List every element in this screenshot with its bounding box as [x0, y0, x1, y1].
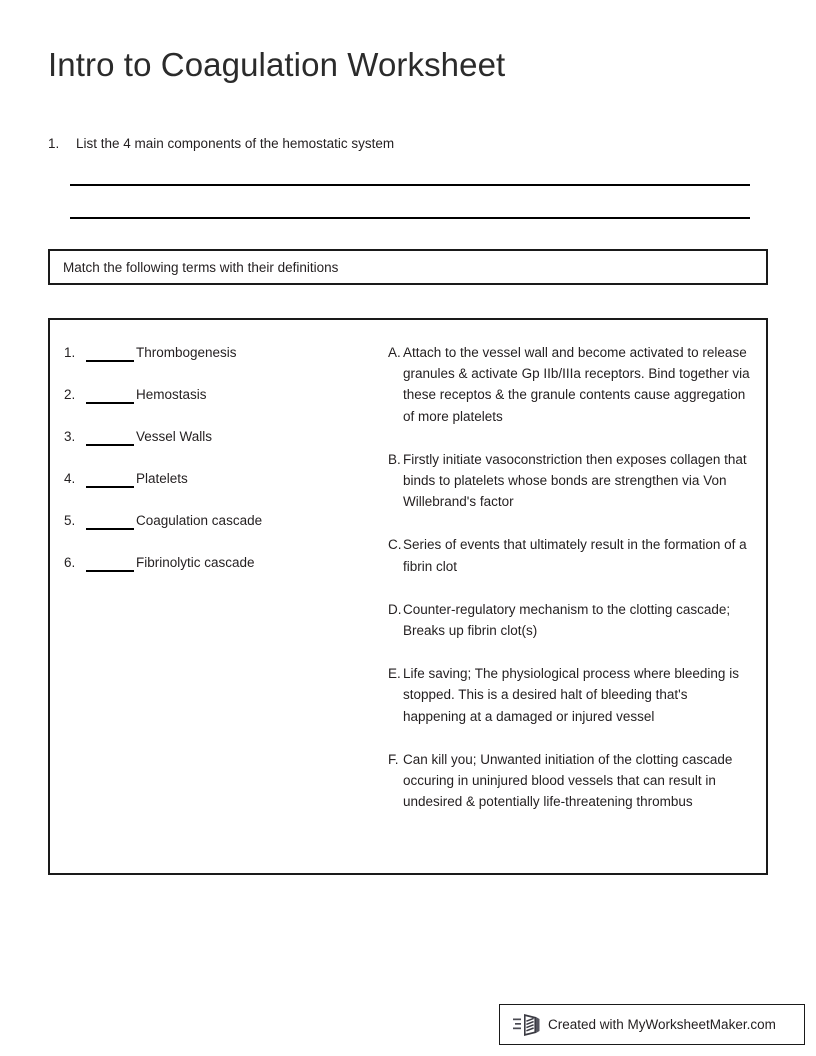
definition-letter: F.	[388, 751, 399, 767]
term-answer-blank[interactable]	[86, 342, 134, 362]
term-answer-blank[interactable]	[86, 426, 134, 446]
term-row	[64, 510, 364, 531]
term-label: Thrombogenesis	[136, 345, 237, 360]
question-1	[48, 136, 748, 151]
matching-exercise-box	[48, 318, 768, 875]
definition-text: Attach to the vessel wall and become activated to release granules & activate Gp IIb/IIIa receptors. Bind together via these receptos & the granule contents cause aggregation of more platelets	[403, 345, 750, 424]
definition-letter: B.	[388, 451, 401, 467]
definition-text: Firstly initiate vasoconstriction then exposes collagen that binds to platelets whose bonds are strengthen via Von Willebrand's factor	[403, 451, 747, 510]
term-row	[64, 384, 364, 405]
term-label: Platelets	[136, 471, 188, 486]
question-1-text: List the 4 main components of the hemostatic system	[76, 136, 395, 151]
term-answer-blank[interactable]	[86, 510, 134, 530]
definition-row	[388, 749, 753, 813]
definition-text: Life saving; The physiological process where bleeding is stopped. This is a desired halt of bleeding that's happening at a damaged or injured vessel	[403, 666, 739, 724]
term-row	[64, 468, 364, 489]
term-number: 6.	[64, 555, 76, 570]
definition-text: Series of events that ultimately result in the formation of a fibrin clot	[403, 537, 747, 574]
term-number: 5.	[64, 513, 76, 528]
instruction-text: Match the following terms with their definitions	[63, 259, 339, 275]
term-answer-blank[interactable]	[86, 552, 134, 572]
page-title: Intro to Coagulation Worksheet	[48, 46, 506, 83]
definition-row	[388, 342, 753, 427]
definition-row	[388, 534, 753, 576]
footer-credit-badge[interactable]	[499, 1004, 805, 1045]
definition-text: Can kill you; Unwanted initiation of the clotting cascade occuring in uninjured blood vessels that can result in undesired & potentially life-threatening thrombus	[403, 751, 733, 810]
instruction-box	[48, 249, 768, 285]
term-answer-blank[interactable]	[86, 384, 134, 404]
worksheet-maker-logo-icon	[511, 1011, 545, 1039]
answer-line-2[interactable]	[70, 217, 750, 219]
term-label: Hemostasis	[136, 387, 207, 402]
definition-letter: E.	[388, 666, 401, 682]
term-row	[64, 342, 364, 363]
term-label: Fibrinolytic cascade	[136, 555, 255, 570]
definition-row	[388, 599, 753, 641]
definition-row	[388, 449, 753, 513]
term-number: 2.	[64, 387, 76, 402]
definition-letter: D.	[388, 601, 402, 617]
footer-credit-text: Created with MyWorksheetMaker.com	[548, 1017, 776, 1032]
terms-column	[64, 342, 364, 594]
definition-letter: C.	[388, 537, 402, 553]
term-label: Coagulation cascade	[136, 513, 263, 528]
definition-letter: A.	[388, 345, 401, 360]
term-row	[64, 426, 364, 447]
term-answer-blank[interactable]	[86, 468, 134, 488]
definition-text: Counter-regulatory mechanism to the clotting cascade; Breaks up fibrin clot(s)	[403, 601, 731, 639]
answer-line-1[interactable]	[70, 184, 750, 186]
definition-row	[388, 663, 753, 727]
term-label: Vessel Walls	[136, 429, 213, 444]
question-1-number: 1.	[48, 136, 60, 151]
term-number: 4.	[64, 471, 76, 486]
term-number: 3.	[64, 429, 76, 444]
term-row	[64, 552, 364, 573]
definitions-column	[388, 342, 753, 834]
term-number: 1.	[64, 345, 76, 360]
